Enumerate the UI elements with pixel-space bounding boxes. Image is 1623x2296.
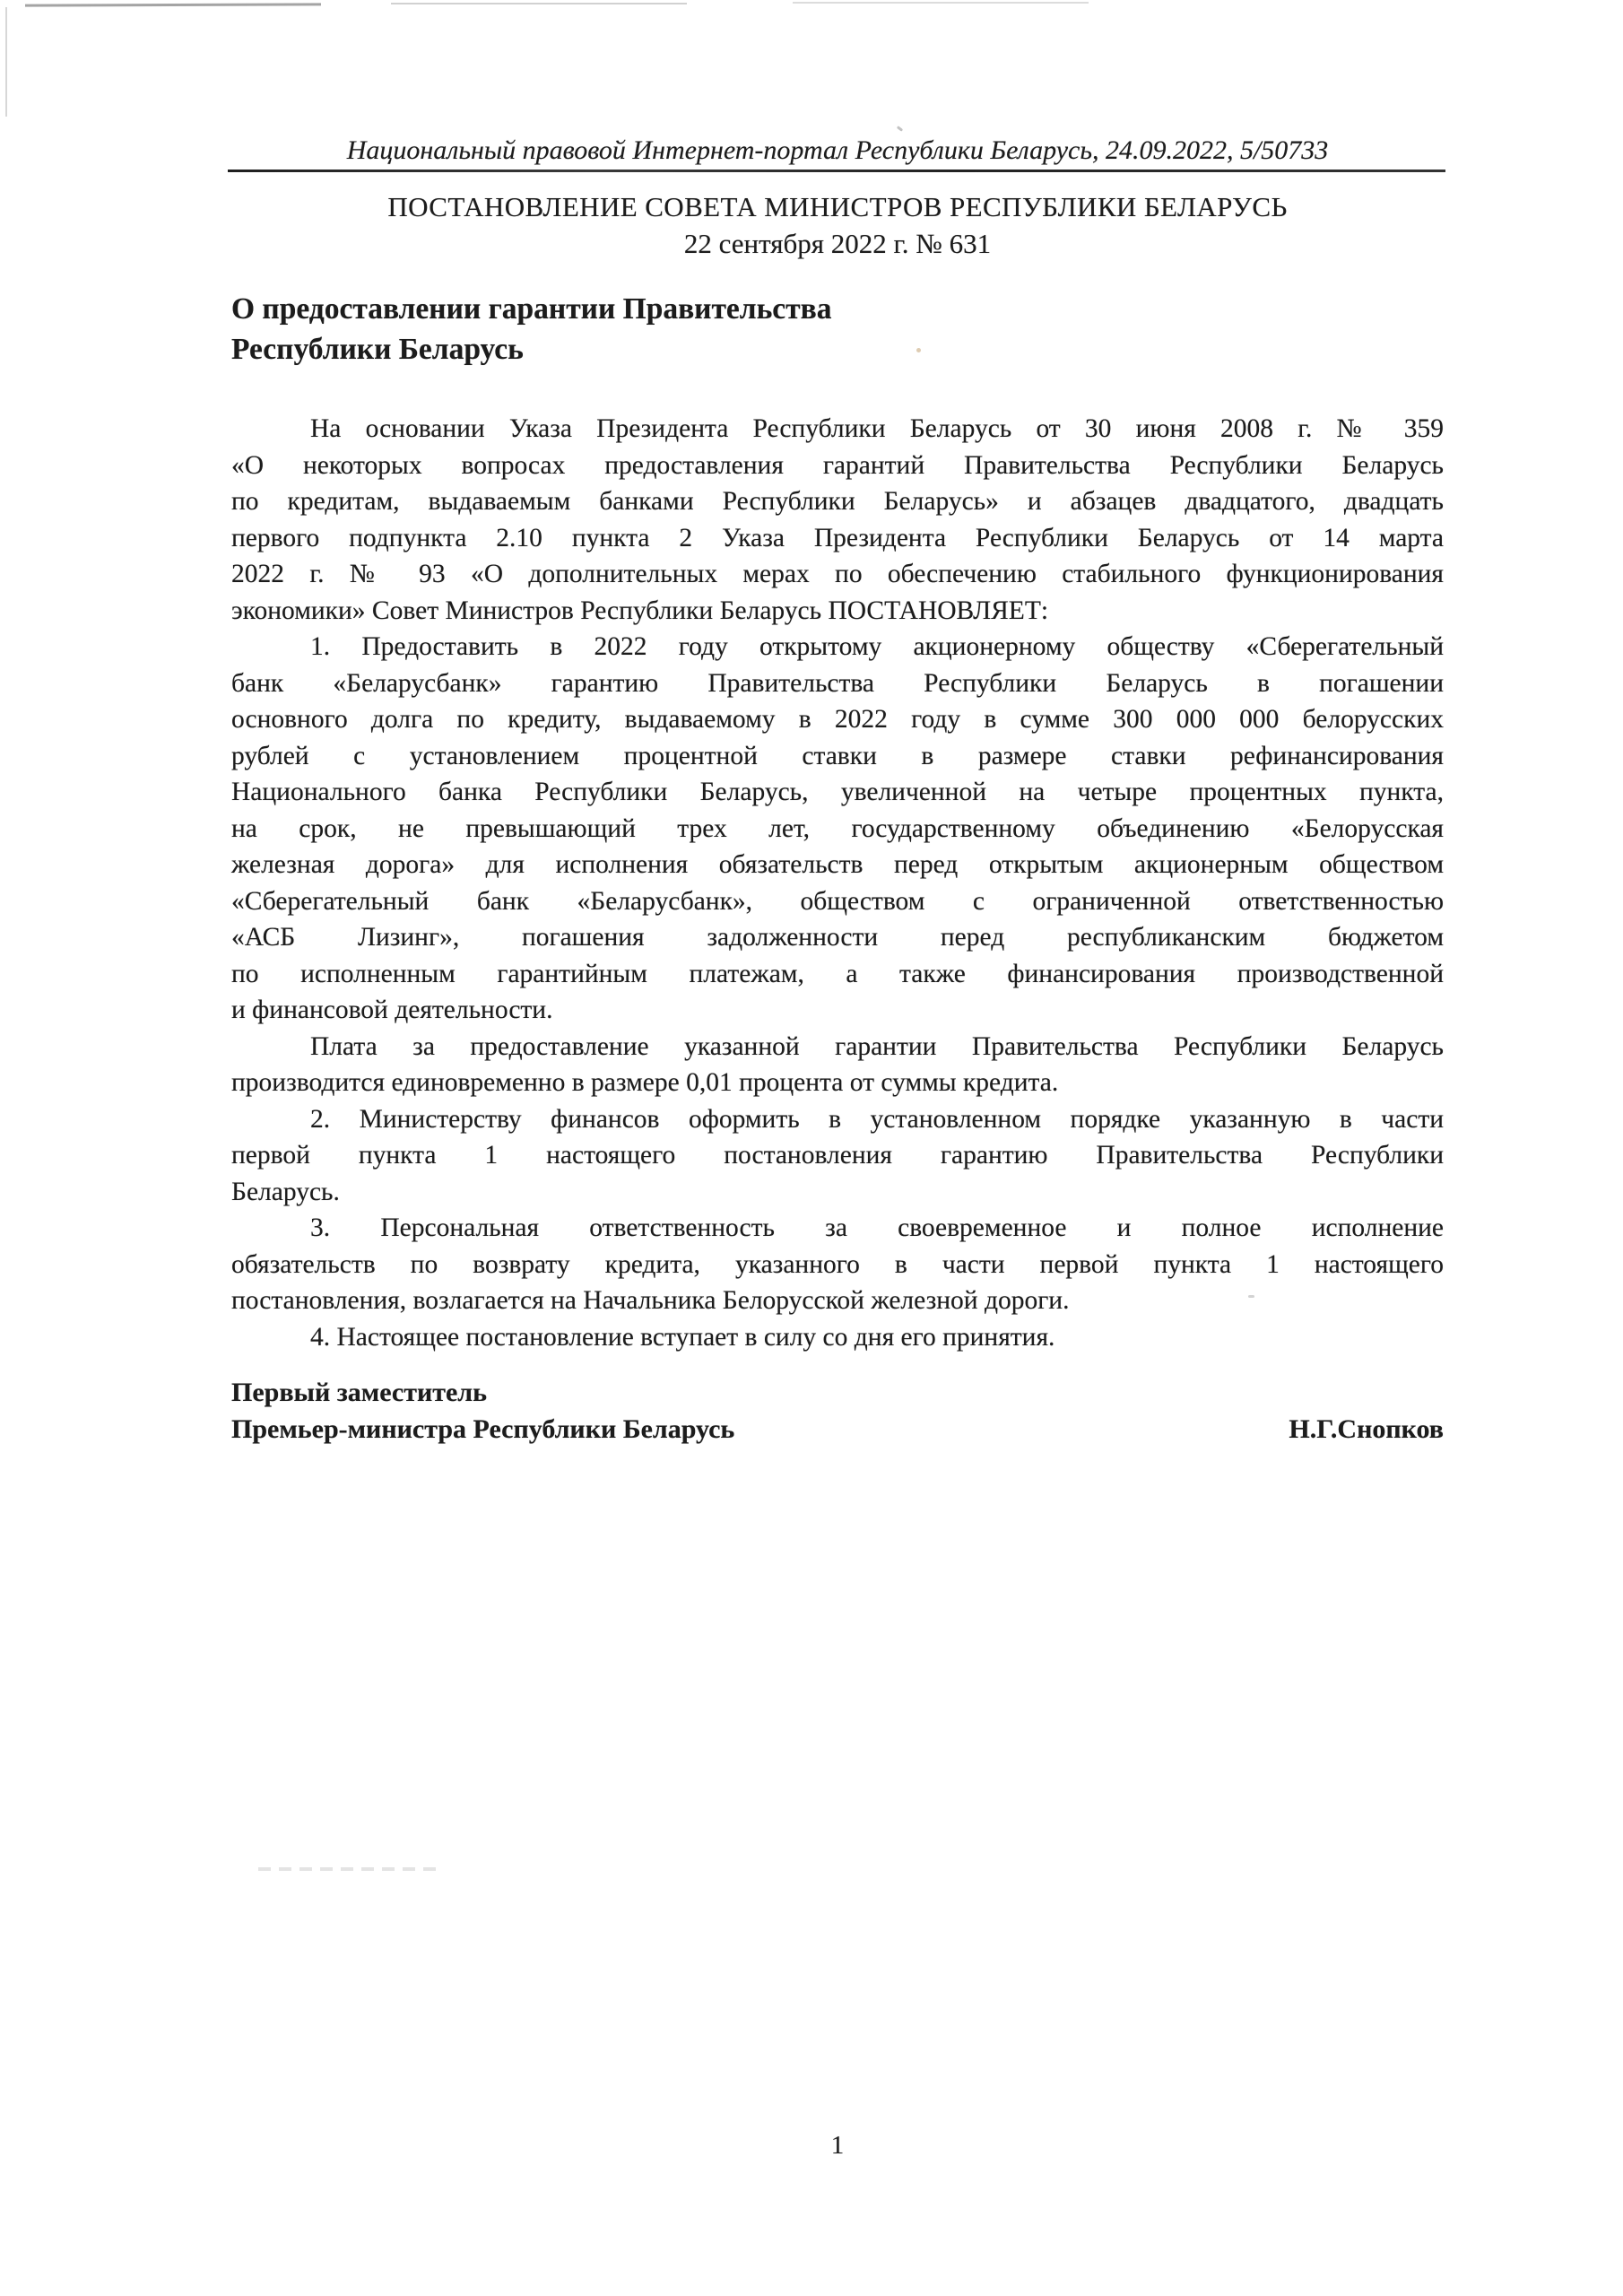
paragraph-line: и финансовой деятельности. <box>231 996 553 1024</box>
scan-artifact <box>258 1867 442 1871</box>
page-number: 1 <box>830 2131 845 2160</box>
scan-artifact <box>897 126 903 132</box>
portal-header: Национальный правовой Интернет-портал Республики Беларусь, 24.09.2022, 5/50733 <box>346 135 1329 165</box>
signer-position-line-1: Первый заместитель <box>231 1378 487 1407</box>
paragraph-line: 2022 г. № 93 «О дополнительных мерах по обеспечению стабильного функционирования <box>231 560 1444 588</box>
scan-artifact <box>25 3 321 6</box>
date-and-number: 22 сентября 2022 г. № 631 <box>683 228 992 259</box>
paragraph-line: 4. Настоящее постановление вступает в силу со дня его принятия. <box>310 1322 1055 1352</box>
signer-name: Н.Г.Снопков <box>1289 1414 1444 1444</box>
paragraph-line: Национального банка Республики Беларусь, увеличенной на четыре процентных пункта, <box>231 778 1444 806</box>
paragraph-line: постановления, возлагается на Начальника Белорусской железной дороги. <box>231 1286 1070 1315</box>
signature-block <box>231 1374 1444 1448</box>
paragraph-line: «О некоторых вопросах предоставления гарантий Правительства Республики Беларусь <box>231 450 1444 480</box>
paragraph-line: На основании Указа Президента Республики Беларусь от 30 июня 2008 г. № 359 <box>310 414 1444 443</box>
scan-artifact <box>793 2 1089 4</box>
paragraph-line: экономики» Совет Министров Республики Беларусь ПОСТАНОВЛЯЕТ: <box>231 596 1049 625</box>
paragraph-line: обязательств по возврату кредита, указанного в части первой пункта 1 настоящего <box>231 1249 1444 1279</box>
paragraph-line: железная дорога» для исполнения обязательств перед открытым акционерным обществом <box>231 850 1444 879</box>
paragraph-line: основного долга по кредиту, выдаваемому в 2022 году в сумме 300 000 000 белорусских <box>231 705 1444 734</box>
act-title <box>231 289 1444 370</box>
paragraph-line: первой пункта 1 настоящего постановления гарантию Правительства Республики <box>231 1141 1444 1170</box>
paragraph-line: 2. Министерству финансов оформить в установленном порядке указанную в части <box>310 1104 1444 1134</box>
paragraph-line: производится единовременно в размере 0,01 процента от суммы кредита. <box>231 1068 1059 1097</box>
document-body <box>231 411 1444 1355</box>
paragraph-line: первого подпункта 2.10 пункта 2 Указа Президента Республики Беларусь от 14 марта <box>231 523 1444 552</box>
paragraph-line: «АСБ Лизинг», погашения задолженности перед республиканским бюджетом <box>231 923 1444 952</box>
paragraph-line: банк «Беларусбанк» гарантию Правительства Республики Беларусь в погашении <box>231 668 1444 698</box>
act-title-line-2: Республики Беларусь <box>231 333 524 366</box>
header-divider <box>228 170 1445 172</box>
paragraph-line: на срок, не превышающий трех лет, государственному объединению «Белорусская <box>231 813 1444 843</box>
paragraph-line: 3. Персональная ответственность за своевременное и полное исполнение <box>310 1213 1444 1242</box>
paragraph-line: 1. Предоставить в 2022 году открытому акционерному обществу «Сберегательный <box>310 632 1444 661</box>
paragraph-line: по кредитам, выдаваемым банками Республики Беларусь» и абзацев двадцатого, двадцать <box>231 487 1444 516</box>
paragraph-line: Плата за предоставление указанной гарантии Правительства Республики Беларусь <box>310 1031 1444 1061</box>
act-title-line-1: О предоставлении гарантии Правительства <box>231 292 832 326</box>
issuing-authority: ПОСТАНОВЛЕНИЕ СОВЕТА МИНИСТРОВ РЕСПУБЛИКИ БЕЛАРУСЬ <box>387 191 1288 222</box>
paragraph-line: «Сберегательный банк «Беларусбанк», обществом с ограниченной ответственностью <box>231 886 1444 916</box>
paragraph-line: рублей с установлением процентной ставки в размере ставки рефинансирования <box>231 741 1444 770</box>
paragraph-line: по исполненным гарантийным платежам, а также финансирования производственной <box>231 959 1444 988</box>
scan-artifact <box>5 7 7 117</box>
signer-position-line-2: Премьер-министра Республики Беларусь <box>231 1414 735 1444</box>
paragraph-line: Беларусь. <box>231 1177 340 1206</box>
scan-artifact <box>391 3 687 4</box>
